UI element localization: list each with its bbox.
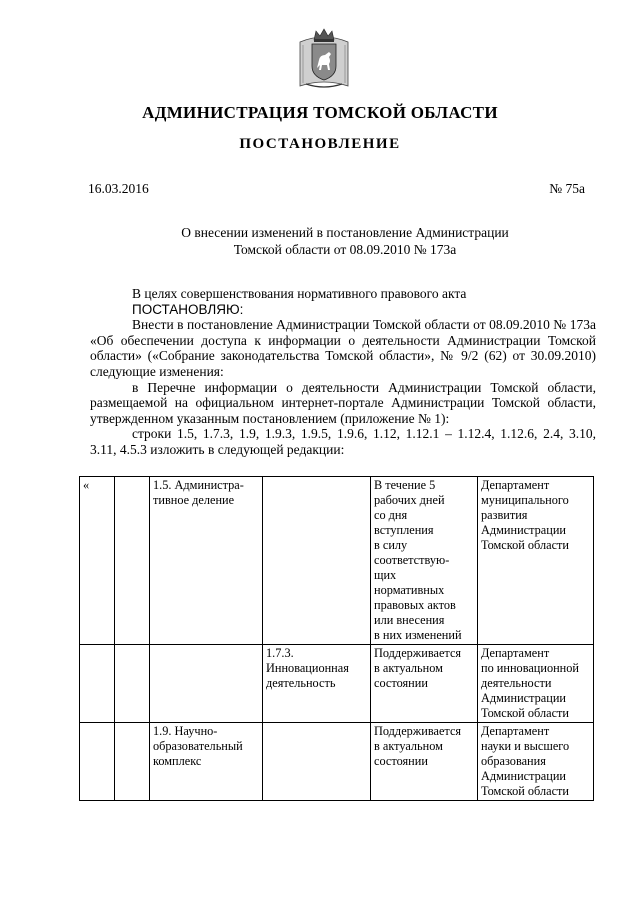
responsible-cell — [478, 477, 594, 645]
cell-line: комплекс — [153, 754, 202, 768]
table-cell — [80, 723, 115, 801]
body-paragraph: Внести в постановление Администрации Томской области от 08.09.2010 № 173а «Об обеспечении доступа к информации о деятельности Администрации Томской области» («Собрание законодательства Томской области», № 9/2 (62) от 30.09.2010) следующие изменения: — [90, 317, 596, 379]
section-cell — [150, 477, 263, 645]
cell-line: Департамент — [481, 724, 550, 738]
cell-line: со дня — [374, 508, 408, 522]
term-cell — [371, 723, 478, 801]
body-paragraph: в Перечне информации о деятельности Администрации Томской области, размещаемой на официальном интернет-портале Администрации Томской области, утвержденном указанным постановлением (приложение № 1): — [90, 379, 596, 426]
cell-line: рабочих дней — [374, 493, 445, 507]
cell-line: в силу — [374, 538, 408, 552]
cell-line: Инновационная — [266, 661, 349, 675]
cell-line: 1.9. Научно- — [153, 724, 218, 738]
cell-line: щих — [374, 568, 397, 582]
subsection-cell — [263, 723, 371, 801]
subsection-cell — [263, 477, 371, 645]
cell-line: Администрации — [481, 523, 566, 537]
organization-title: АДМИНИСТРАЦИЯ ТОМСКОЙ ОБЛАСТИ — [142, 103, 498, 122]
document-body — [90, 286, 596, 458]
decree-heading: ПОСТАНОВЛЯЮ: — [132, 301, 244, 317]
cell-line: Томской области — [481, 706, 569, 720]
section-cell — [150, 723, 263, 801]
table-cell — [115, 645, 150, 723]
cell-line: в актуальном — [374, 739, 443, 753]
cell-line: 1.5. Администра- — [153, 478, 244, 492]
cell-line: Департамент — [481, 478, 550, 492]
table-cell — [115, 723, 150, 801]
cell-line: Поддерживается — [374, 724, 462, 738]
coat-of-arms-icon — [298, 28, 350, 92]
document-number: № 75а — [549, 181, 585, 196]
cell-line: образования — [481, 754, 546, 768]
term-cell — [371, 477, 478, 645]
table-row — [80, 723, 594, 801]
table-row — [80, 477, 594, 645]
cell-line: Томской области — [481, 784, 569, 798]
cell-line: образовательный — [153, 739, 243, 753]
cell-line: муниципального — [481, 493, 569, 507]
cell-line: Администрации — [481, 769, 566, 783]
cell-line: Томской области — [481, 538, 569, 552]
purpose-paragraph: В целях совершенствования нормативного правового акта — [132, 286, 467, 301]
cell-line: 1.7.3. — [266, 646, 294, 660]
responsible-cell — [478, 645, 594, 723]
cell-line: вступления — [374, 523, 434, 537]
table-cell — [115, 477, 150, 645]
cell-line: соответствую- — [374, 553, 450, 567]
document-type: ПОСТАНОВЛЕНИЕ — [239, 136, 401, 152]
table-cell — [80, 645, 115, 723]
section-cell — [150, 645, 263, 723]
cell-line: в них изменений — [374, 628, 462, 642]
document-date: 16.03.2016 — [88, 181, 149, 196]
cell-line: В течение 5 — [374, 478, 436, 492]
cell-line: нормативных — [374, 583, 445, 597]
subject-line: Томской области от 08.09.2010 № 173а — [233, 242, 457, 257]
cell-line: тивное деление — [153, 493, 235, 507]
cell-line: по инновационной — [481, 661, 579, 675]
body-paragraph: строки 1.5, 1.7.3, 1.9, 1.9.3, 1.9.5, 1.9.6, 1.12, 1.12.1 – 1.12.4, 1.12.6, 2.4, 3.10, 3.11, 4.5.3 изложить в следующей редакции: — [90, 426, 596, 457]
cell-line: деятельность — [266, 676, 336, 690]
responsible-cell — [478, 723, 594, 801]
cell-line: в актуальном — [374, 661, 443, 675]
cell-line: деятельности — [481, 676, 552, 690]
cell-line: развития — [481, 508, 528, 522]
cell-line: Департамент — [481, 646, 550, 660]
cell-line: состоянии — [374, 676, 428, 690]
open-quote-cell — [80, 477, 115, 645]
cell-line: состоянии — [374, 754, 428, 768]
open-quote: « — [83, 478, 90, 492]
cell-line: правовых актов — [374, 598, 456, 612]
cell-line: Администрации — [481, 691, 566, 705]
cell-line: Поддерживается — [374, 646, 462, 660]
cell-line: науки и высшего — [481, 739, 570, 753]
document-subject — [150, 224, 540, 258]
subsection-cell — [263, 645, 371, 723]
term-cell — [371, 645, 478, 723]
changes-table — [79, 476, 594, 801]
table-row — [80, 645, 594, 723]
subject-line: О внесении изменений в постановление Администрации — [181, 225, 509, 240]
cell-line: или внесения — [374, 613, 445, 627]
